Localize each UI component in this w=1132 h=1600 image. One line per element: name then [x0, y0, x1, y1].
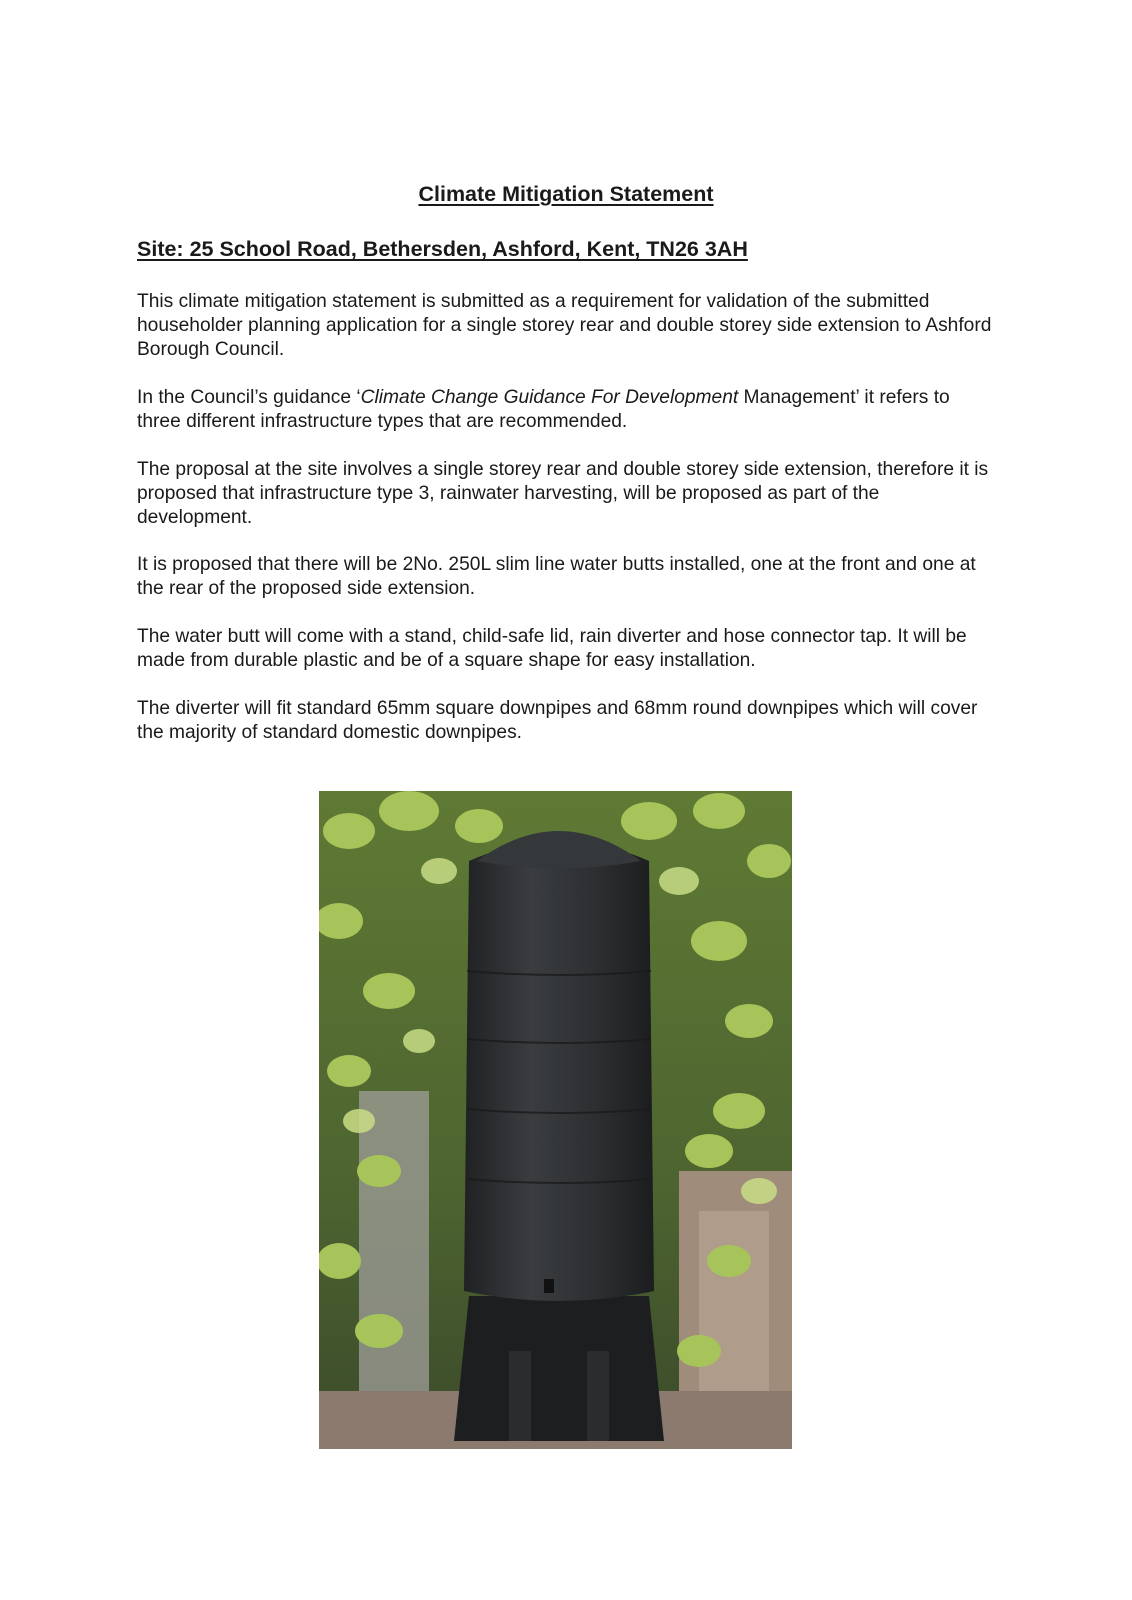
- paragraph-proposal: The proposal at the site involves a single storey rear and double storey side extension, therefore it is proposed that infrastructure type 3, rainwater harvesting, will be proposed as part of the development.: [137, 459, 989, 528]
- guidance-title-italic: Climate Change Guidance For Development: [360, 387, 739, 408]
- water-butt-photo: [319, 791, 792, 1449]
- guidance-text-after: Management’ it refers to three different infrastructure types that are recommended.: [137, 387, 950, 432]
- paragraph-water-butts: It is proposed that there will be 2No. 250L slim line water butts installed, one at the front and one at the rear of the proposed side extension.: [137, 554, 976, 599]
- guidance-text-before: In the Council’s guidance ‘: [137, 387, 361, 408]
- paragraph-guidance: [137, 386, 997, 434]
- site-address-heading: Site: 25 School Road, Bethersden, Ashford, Kent, TN26 3AH: [137, 237, 748, 261]
- document-title: Climate Mitigation Statement: [418, 182, 714, 206]
- paragraph-water-butt-features: The water butt will come with a stand, child-safe lid, rain diverter and hose connector tap. It will be made from durable plastic and be of a square shape for easy installation.: [137, 626, 967, 671]
- paragraph-intro: This climate mitigation statement is submitted as a requirement for validation of the submitted householder planning application for a single storey rear and double storey side extension to Ashford Borough Council.: [137, 291, 992, 360]
- paragraph-diverter: The diverter will fit standard 65mm square downpipes and 68mm round downpipes which will cover the majority of standard domestic downpipes.: [137, 698, 978, 743]
